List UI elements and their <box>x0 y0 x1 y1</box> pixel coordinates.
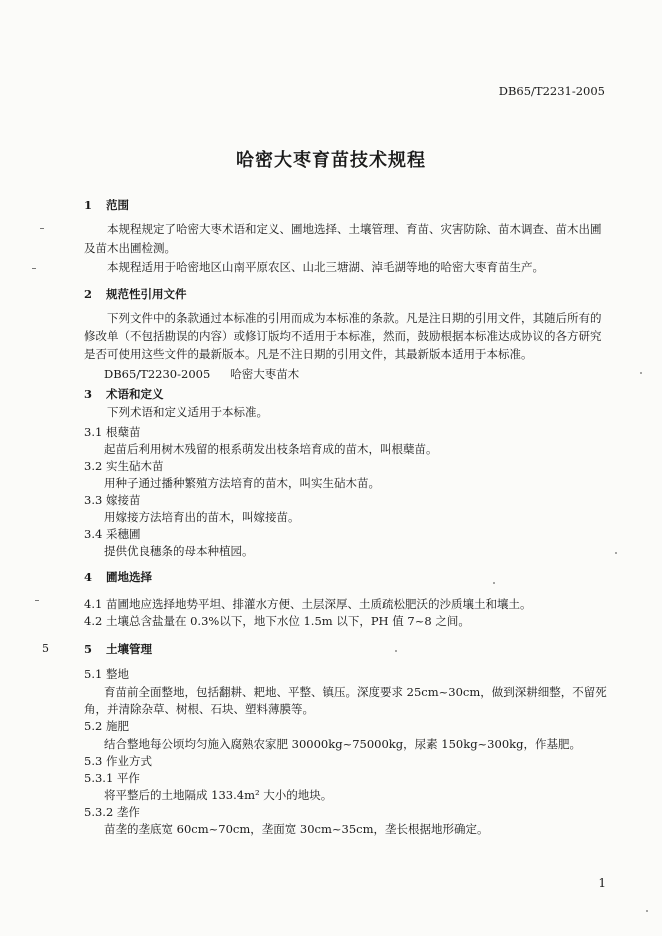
scan-speck <box>646 910 648 912</box>
normative-reference <box>104 366 299 382</box>
term-3-4-definition: 提供优良穗条的母本种植园。 <box>104 544 254 558</box>
term-name: 根蘖苗 <box>105 425 141 439</box>
section-2-heading <box>84 286 187 302</box>
term-3-3-heading <box>84 492 140 508</box>
subsection-number: 5.1 <box>84 667 103 681</box>
term-3-3-definition: 用嫁接方法培育出的苗木，叫嫁接苗。 <box>104 510 300 524</box>
land-prep-line-2: 角，并清除杂草、树根、石块、塑料薄膜等。 <box>84 702 314 716</box>
section-title: 圃地选择 <box>106 570 152 584</box>
section-number: 1 <box>84 198 93 212</box>
term-3-1-definition: 起苗后利用树木残留的根系萌发出枝条培育成的苗木，叫根蘖苗。 <box>104 442 438 456</box>
subsection-5-3-2-heading <box>84 804 140 820</box>
margin-mark: 5 <box>42 642 49 655</box>
term-name: 采穗圃 <box>105 527 141 541</box>
scan-speck <box>493 582 495 584</box>
section-4-heading <box>84 569 152 585</box>
page-title: 哈密大枣育苗技术规程 <box>236 150 426 171</box>
fertilization-text: 结合整地每公顷均匀施入腐熟农家肥 30000kg~75000kg，尿素 150kg~300kg，作基肥。 <box>104 737 581 751</box>
site-requirement-4-1: 4.1 苗圃地应选择地势平坦、排灌水方便、土层深厚、土质疏松肥沃的沙质壤土和壤土。 <box>84 597 532 611</box>
normative-line-3: 是否可使用这些文件的最新版本。凡是不注日期的引用文件，其最新版本适用于本标准。 <box>84 347 533 361</box>
section-number: 4 <box>84 570 93 584</box>
subsection-title: 作业方式 <box>105 754 152 768</box>
term-3-4-heading <box>84 526 140 542</box>
subsection-number: 5.3 <box>84 754 103 768</box>
term-number: 3.2 <box>84 459 103 473</box>
term-name: 实生砧木苗 <box>105 459 164 473</box>
land-prep-line-1: 育苗前全面整地，包括翻耕、耙地、平整、镇压。深度要求 25cm~30cm，做到深耕细整，不留死 <box>104 685 607 699</box>
scan-speck <box>395 650 397 652</box>
term-name: 嫁接苗 <box>105 493 141 507</box>
section-title: 范围 <box>106 198 129 212</box>
flat-cultivation-text: 将平整后的土地隔成 133.4m² 大小的地块。 <box>104 788 333 802</box>
subsection-title: 整地 <box>105 667 129 681</box>
terms-intro: 下列术语和定义适用于本标准。 <box>107 405 268 419</box>
subsection-title: 垄作 <box>116 805 140 819</box>
page-number: 1 <box>598 876 606 890</box>
subsection-5-2-heading <box>84 718 129 734</box>
section-number: 2 <box>84 287 93 301</box>
subsection-title: 施肥 <box>105 719 129 733</box>
term-number: 3.1 <box>84 425 103 439</box>
term-number: 3.3 <box>84 493 103 507</box>
section-1-heading <box>84 197 129 213</box>
section-title: 规范性引用文件 <box>106 287 187 301</box>
subsection-5-3-heading <box>84 753 152 769</box>
scan-speck <box>35 600 39 601</box>
scope-paragraph-1-line-2: 及苗木出圃检测。 <box>84 241 176 255</box>
scan-speck <box>40 228 44 229</box>
subsection-5-1-heading <box>84 666 129 682</box>
subsection-number: 5.3.2 <box>84 805 114 819</box>
section-title: 土壤管理 <box>106 642 152 656</box>
subsection-number: 5.2 <box>84 719 103 733</box>
subsection-title: 平作 <box>116 771 140 785</box>
section-3-heading <box>84 386 164 402</box>
scope-paragraph-2: 本规程适用于哈密地区山南平原农区、山北三塘湖、淖毛湖等地的哈密大枣育苗生产。 <box>107 260 544 274</box>
scan-speck <box>640 372 642 374</box>
subsection-5-3-1-heading <box>84 770 140 786</box>
reference-code: DB65/T2230-2005 <box>104 367 211 381</box>
normative-line-1: 下列文件中的条款通过本标准的引用而成为本标准的条款。凡是注日期的引用文件，其随后所有的 <box>107 311 602 325</box>
term-number: 3.4 <box>84 527 103 541</box>
ridge-cultivation-text: 苗垄的垄底宽 60cm~70cm，垄面宽 30cm~35cm，垄长根据地形确定。 <box>104 822 489 836</box>
section-5-heading <box>84 641 152 657</box>
section-number: 5 <box>84 642 93 656</box>
scope-paragraph-1-line-1: 本规程规定了哈密大枣术语和定义、圃地选择、土壤管理、育苗、灾害防除、苗木调查、苗木出圃 <box>107 222 602 236</box>
scan-speck <box>32 268 36 269</box>
normative-line-2: 修改单（不包括勘误的内容）或修订版均不适用于本标准，然而，鼓励根据本标准达成协议的各方研究 <box>84 329 602 343</box>
reference-title: 哈密大枣苗木 <box>230 367 300 381</box>
section-title: 术语和定义 <box>106 387 164 401</box>
term-3-2-definition: 用种子通过播种繁殖方法培育的苗木，叫实生砧木苗。 <box>104 476 380 490</box>
scan-speck <box>615 552 617 554</box>
document-code: DB65/T2231-2005 <box>498 84 605 98</box>
term-3-2-heading <box>84 458 163 474</box>
term-3-1-heading <box>84 424 140 440</box>
site-requirement-4-2: 4.2 土壤总含盐量在 0.3%以下，地下水位 1.5m 以下，PH 值 7~8 之间。 <box>84 614 470 628</box>
section-number: 3 <box>84 387 93 401</box>
subsection-number: 5.3.1 <box>84 771 114 785</box>
